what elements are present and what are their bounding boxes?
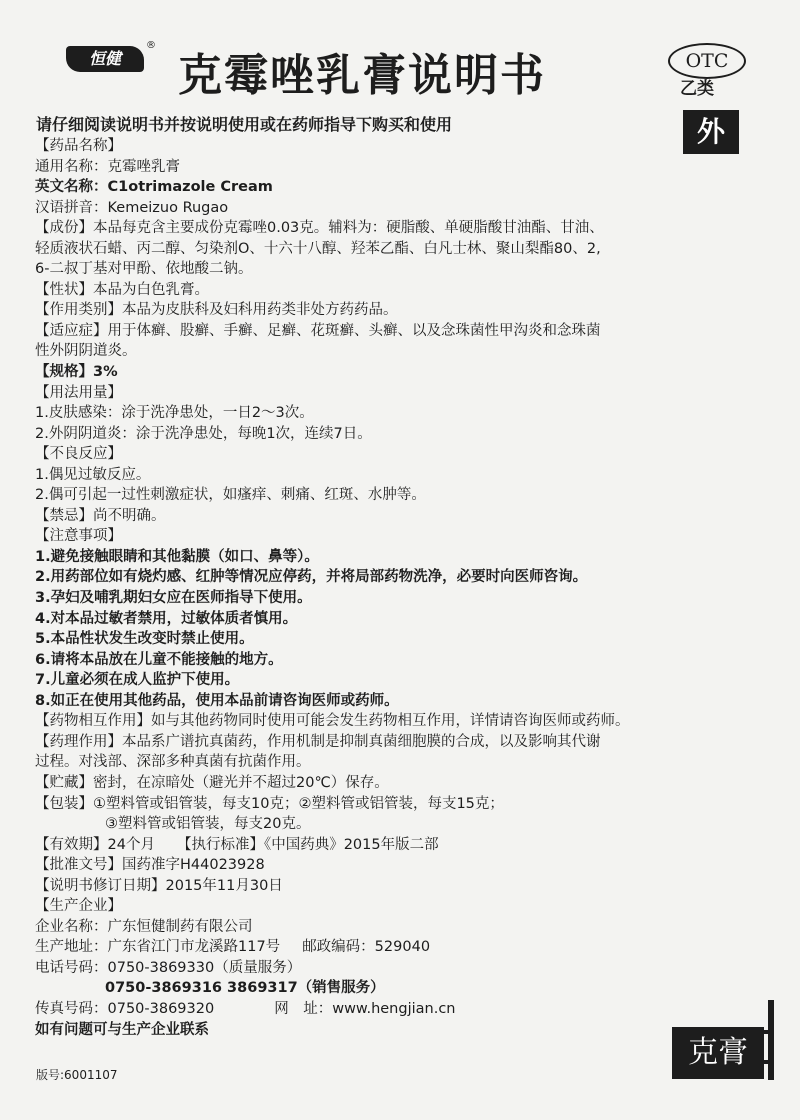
validity: 【有效期】24个月 xyxy=(35,836,155,853)
side-label: 克膏 xyxy=(672,1027,764,1079)
category: 【作用类别】本品为皮肤科及妇科用药类非处方药药品。 xyxy=(35,302,398,319)
drug-interactions: 【药物相互作用】如与其他药物同时使用可能会发生药物相互作用，详情请咨询医师或药师。 xyxy=(35,713,630,730)
contact-note: 如有问题可与生产企业联系 xyxy=(35,1021,209,1038)
postcode: 邮政编码：529040 xyxy=(302,939,431,956)
indications-line: 【适应症】用于体癣、股癣、手癣、足癣、花斑癣、头癣、以及念珠菌性甲沟炎和念珠菌 xyxy=(35,322,601,339)
precaution-item: 1.避免接触眼睛和其他黏膜（如口、鼻等）。 xyxy=(35,548,319,565)
precaution-item: 2.用药部位如有烧灼感、红肿等情况应停药，并将局部药物洗净，必要时向医师咨询。 xyxy=(35,569,588,586)
edge-mark xyxy=(768,1000,774,1080)
precaution-item: 8.如正在使用其他药品，使用本品前请咨询医师或药师。 xyxy=(35,692,399,709)
composition-line: 6-二叔丁基对甲酚、依地酸二钠。 xyxy=(35,261,253,278)
precaution-item: 5.本品性状发生改变时禁止使用。 xyxy=(35,631,254,648)
section-dosage: 【用法用量】 xyxy=(35,384,122,401)
precaution-item: 3.孕妇及哺乳期妇女应在医师指导下使用。 xyxy=(35,590,312,607)
validity-row xyxy=(35,835,765,856)
precaution-item: 7.儿童必须在成人监护下使用。 xyxy=(35,672,240,689)
composition-line: 轻质液状石蜡、丙二醇、匀染剂O、十六十八醇、羟苯乙酯、白凡士林、聚山梨酯80、2, xyxy=(35,240,601,257)
section-adverse-reactions: 【不良反应】 xyxy=(35,446,122,463)
generic-name: 通用名称：克霉唑乳膏 xyxy=(35,158,180,175)
external-use-badge: 外 xyxy=(683,110,739,154)
packaging-line: ③塑料管或铝管装，每支20克。 xyxy=(105,816,311,833)
precaution-item: 6.请将本品放在儿童不能接触的地方。 xyxy=(35,651,283,668)
packaging-line: 【包装】①塑料管或铝管装，每支10克；②塑料管或铝管装，每支15克； xyxy=(35,795,504,812)
pharmacology-line: 过程。对浅部、深部多种真菌有抗菌作用。 xyxy=(35,754,311,771)
version-number: 版号:6001107 xyxy=(36,1068,118,1082)
website: 网 址：www.hengjian.cn xyxy=(274,1000,456,1017)
appearance: 【性状】本品为白色乳膏。 xyxy=(35,281,209,298)
edge-mark xyxy=(760,1030,774,1034)
instruction-line: 请仔细阅读说明书并按说明使用或在药师指导下购买和使用 xyxy=(36,115,453,134)
brand-logo: 恒健 xyxy=(66,46,144,72)
composition-line: 【成份】本品每克含主要成份克霉唑0.03克。辅料为：硬脂酸、单硬脂酸甘油酯、甘油、 xyxy=(35,220,604,237)
english-name: 英文名称：C1otrimazole Cream xyxy=(35,179,273,196)
dosage-item: 1.皮肤感染：涂于洗净患处，一日2～3次。 xyxy=(35,405,314,422)
storage: 【贮藏】密封，在凉暗处（避光并不超过20℃）保存。 xyxy=(35,774,389,791)
page-title: 克霉唑乳膏说明书 xyxy=(178,50,546,101)
indications-line: 性外阴阴道炎。 xyxy=(35,343,137,360)
phone: 电话号码：0750-3869330（质量服务） xyxy=(35,959,302,976)
revision-date: 【说明书修订日期】2015年11月30日 xyxy=(35,877,283,894)
section-precautions: 【注意事项】 xyxy=(35,528,122,545)
leaflet-body xyxy=(35,136,765,1040)
contraindications: 【禁忌】尚不明确。 xyxy=(35,507,166,524)
otc-badge: OTC xyxy=(668,43,746,79)
precaution-item: 4.对本品过敏者禁用，过敏体质者慎用。 xyxy=(35,610,298,627)
adverse-item: 1.偶见过敏反应。 xyxy=(35,466,151,483)
phone-sales: 0750-3869316 3869317（销售服务） xyxy=(105,980,385,997)
section-drug-name: 【药品名称】 xyxy=(35,138,122,154)
edge-mark xyxy=(760,1060,774,1064)
fax: 传真号码：0750-3869320 xyxy=(35,1000,215,1017)
fax-row xyxy=(35,999,765,1020)
otc-class-label: 乙类 xyxy=(680,79,714,99)
dosage-item: 2.外阴阴道炎：涂于洗净患处，每晚1次，连续7日。 xyxy=(35,425,372,442)
pharmacology-line: 【药理作用】本品系广谱抗真菌药，作用机制是抑制真菌细胞膜的合成，以及影响其代谢 xyxy=(35,733,601,750)
registered-mark: ® xyxy=(146,40,156,51)
section-manufacturer: 【生产企业】 xyxy=(35,898,122,915)
approval-number: 【批准文号】国药准字H44023928 xyxy=(35,857,265,874)
adverse-item: 2.偶可引起一过性刺激症状，如瘙痒、刺痛、红斑、水肿等。 xyxy=(35,487,426,504)
pinyin-name: 汉语拼音：Kemeizuo Rugao xyxy=(35,199,229,216)
standard: 【执行标准】《中国药典》2015年版二部 xyxy=(176,836,439,853)
address-row xyxy=(35,937,765,958)
specification: 【规格】3% xyxy=(35,364,118,381)
address: 生产地址：广东省江门市龙溪路117号 xyxy=(35,939,281,956)
company-name: 企业名称：广东恒健制药有限公司 xyxy=(35,918,253,935)
